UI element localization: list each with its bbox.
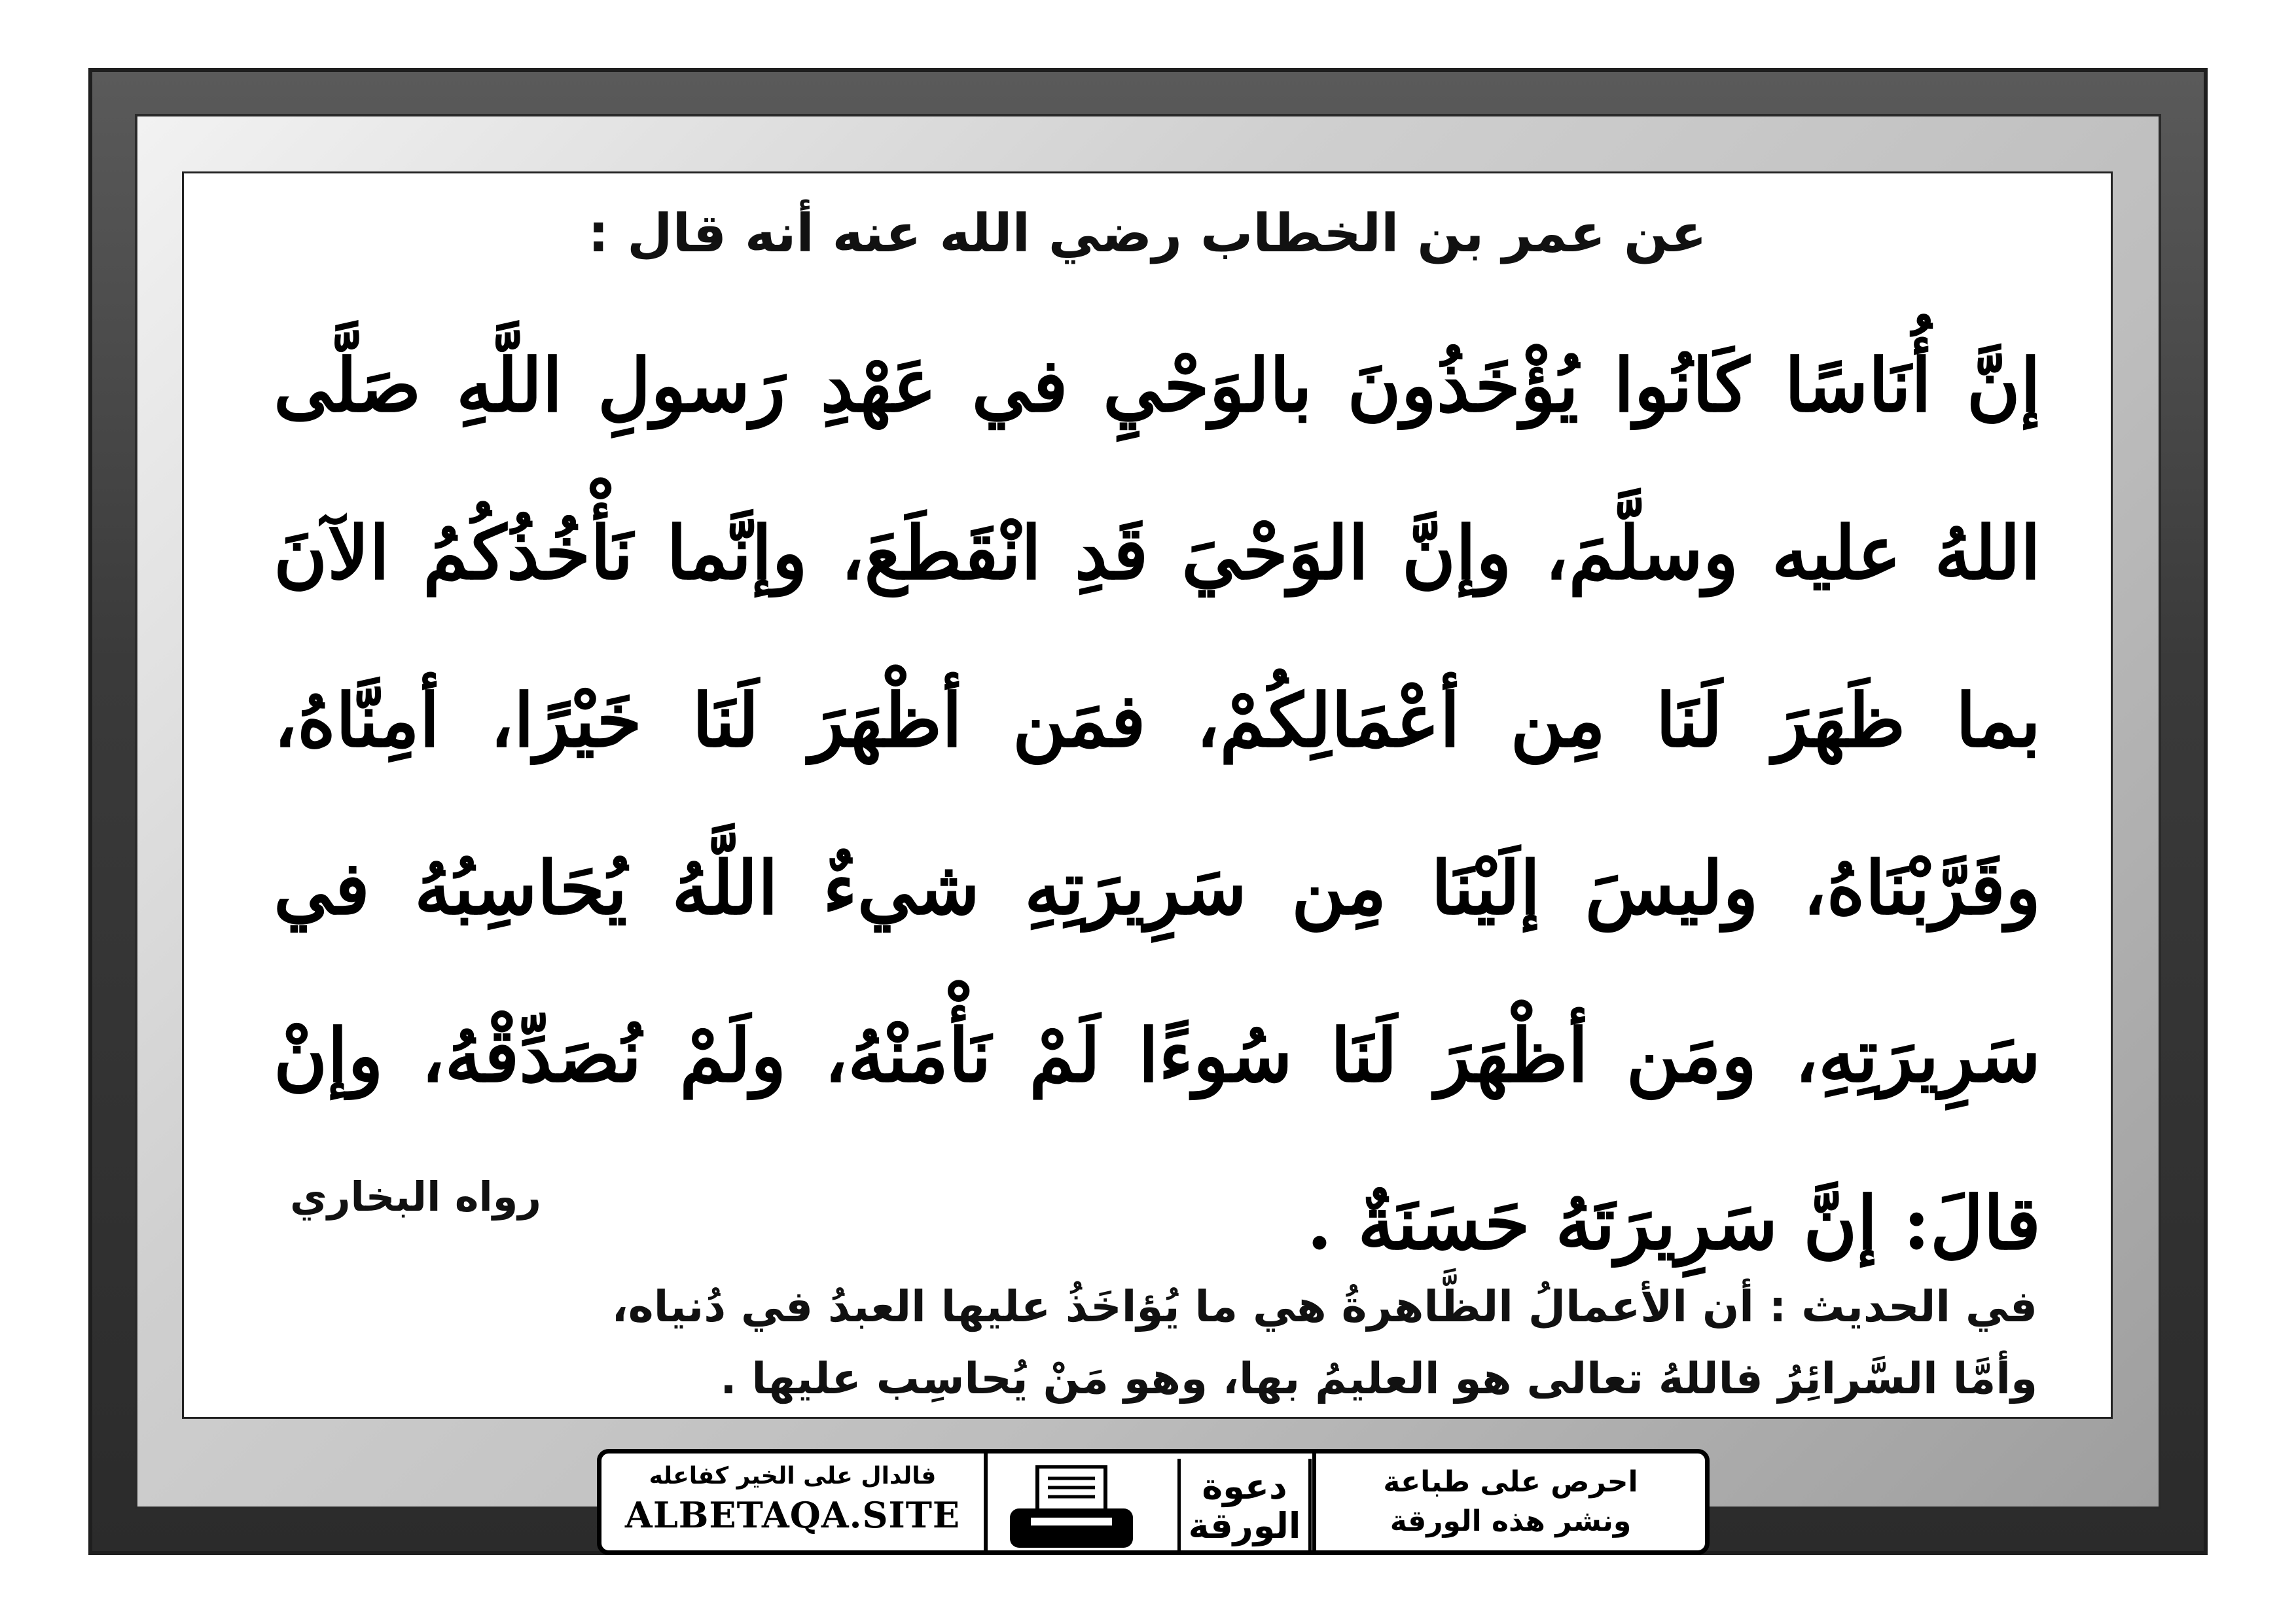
logo-line-2: الورقة bbox=[1188, 1505, 1301, 1546]
printer-icon bbox=[1007, 1465, 1136, 1550]
footer-banner bbox=[597, 1449, 1710, 1555]
hadith-text: إنَّ أُنَاسًا كَانُوا يُؤْخَذُونَ بالوَحْيِ في عَهْدِ رَسولِ اللَّهِ صَلَّى اللهُ عليه وسلَّمَ، وإنَّ الوَحْيَ قَدِ انْقَطَعَ، وإنَّما نَأْخُذُكُمُ الآنَ بما ظَهَرَ لَنَا مِن أعْمَالِكُمْ، فمَن أظْهَرَ لَنَا خَيْرًا، أمِنَّاهُ، وقَرَّبْنَاهُ، وليسَ إلَيْنَا مِن سَرِيرَتِهِ شيءٌ اللَّهُ يُحَاسِبُهُ في سَرِيرَتِهِ، ومَن أظْهَرَ لَنَا سُوءًا لَمْ نَأْمَنْهُ، ولَمْ نُصَدِّقْهُ، وإنْ قالَ: إنَّ سَرِيرَتَهُ حَسَنَةٌ . bbox=[274, 343, 2041, 1266]
print-reminder-line-1: احرص على طباعة bbox=[1383, 1465, 1638, 1499]
site-box bbox=[601, 1454, 988, 1550]
print-reminder bbox=[1312, 1454, 1705, 1550]
hadith-benefit bbox=[270, 1271, 2037, 1415]
logo-line-1: دعوة bbox=[1202, 1465, 1287, 1507]
hadith-source: رواه البخاري bbox=[290, 1173, 541, 1221]
site-link[interactable]: ALBETAQA.SITE bbox=[624, 1494, 961, 1536]
print-reminder-line-2: ونشر هذه الورقة bbox=[1390, 1505, 1632, 1538]
benefit-line-2: وأمَّا السَّرائِرُ فاللهُ تعالى هو العليمُ بها، وهو مَنْ يُحاسِب عليها . bbox=[720, 1353, 2037, 1404]
narrator-intro: عن عمر بن الخطاب رضي الله عنه أنه قال : bbox=[588, 203, 1707, 264]
logo bbox=[1177, 1459, 1312, 1554]
tagline: فالدال على الخير كفاعله bbox=[649, 1463, 937, 1489]
card-content bbox=[182, 171, 2113, 1419]
benefit-line-1: في الحديث : أن الأعمالُ الظَّاهرةُ هي ما يُؤاخَذُ عليها العبدُ في دُنياه، bbox=[611, 1281, 2037, 1332]
